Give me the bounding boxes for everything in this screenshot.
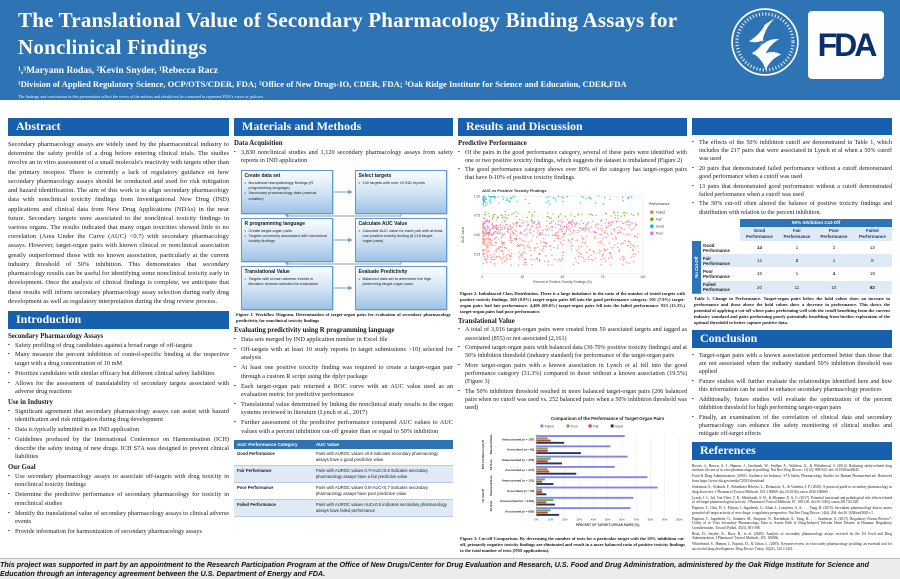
- bullet-item: ▪ Each target-organ pair returned a ROC curve with an AUC value used as an evaluation metric for predictive performance: [234, 383, 453, 400]
- workflow-box-bullet: • Create target-organ pairs: [245, 228, 329, 233]
- table1-row-header: Fair Performance: [701, 254, 740, 267]
- auc-category-cell: Good Performance: [234, 449, 313, 465]
- figure3-xlabel: PERCENT OF TARGET-ORGAN PAIRS (%): [575, 522, 640, 527]
- abstract-header: Abstract: [8, 118, 229, 136]
- workflow-box-bullet: • Calculate AUC value for each pair with at least one positive toxicity finding (8,218 target-organ pairs): [359, 228, 443, 243]
- translational-value-title: Translational Value: [458, 317, 515, 325]
- svg-text:10%: 10%: [547, 517, 554, 522]
- workflow-box-bullets: [245, 180, 329, 200]
- table1-row-header: Poor Performance: [703, 268, 730, 279]
- column-methods: [234, 118, 453, 517]
- svg-text:Unassociated (n = 476): Unassociated (n = 476): [501, 457, 535, 462]
- intro-bullets-industry: [8, 408, 229, 461]
- workflow-box: [241, 170, 333, 214]
- workflow-box-title: Create data set: [244, 173, 281, 180]
- predictive-bullets: [458, 149, 687, 183]
- data-acquisition-bullets: [234, 149, 453, 166]
- workflow-box-bullet: • Nonclinical histopathology findings (R programming language): [245, 180, 329, 190]
- svg-text:All Data: All Data: [489, 459, 494, 471]
- bullet-item: ▪ Use secondary pharmacology assays to associate off-targets with drug toxicity in nonclinical toxicity findings: [8, 473, 229, 490]
- workflow-box-bullets: [359, 276, 443, 286]
- poster-authors: ¹,³Maryann Rodas, ²Kevin Snyder, ¹Rebecca Racz: [18, 65, 218, 76]
- svg-text:Good: Good: [614, 424, 624, 429]
- workflow-box-bullet: • Targets commonly associated with nonclinical toxicity findings: [245, 233, 329, 243]
- figure2-scatter-chart: [458, 184, 687, 288]
- figure3-title: Comparison of the Performance of Target-Organ Pairs: [551, 415, 665, 421]
- poster-title-line1: The Translational Value of Secondary Pharmacology Binding Assays for: [18, 8, 678, 32]
- svg-text:Balanced Data: Balanced Data: [489, 475, 494, 496]
- bullet-item: ▪ Future studies will further evaluate the relationships identified here and how this information can be used to enhance secondary pharmacology practices: [692, 378, 892, 394]
- abstract-text: Secondary pharmacology assays are widely used by the pharmaceutical industry to determine the safety profile of a drug before entering clinical trials. The studies involve an in vitro assessment of a small molecule's reactivity with targets other than the primary receptor. There is currently a lack of regulatory guidance on how secondary pharmacology assays should be conducted and used for risk mitigation and hazard identification. The aim of this work is to align secondary pharmacology data with nonclinical toxicity findings from Investigational New Drug (IND) applications and clinical data from New Drug Applications (NDAs) in the near future. Secondary targets were associated to the nonclinical toxicity findings in various organs. The results indicated that many organ toxicities showed little to no correlation (Area Under the Curve (AUC) <0.7) with secondary pharmacology assays. However, target-organ pairs with known clinical or nonclinical association greatly outperformed those with no known association, particularly at the current industry threshold of 50% inhibition. This demonstrates that secondary pharmacology results can be useful for identifying some nonclinical toxicity early in development. Once the analysis of clinical findings is complete, we anticipate that these results will inform secondary pharmacology assay selection during early drug development as well as regulatory interpretation during the drug review process.: [8, 141, 229, 305]
- table1-row: [692, 267, 892, 280]
- workflow-box-bullets: [245, 228, 329, 243]
- poster-affiliations: ¹Division of Applied Regulatory Science, OCP/OTS/CDER, FDA; ²Office of New Drugs-IO, CDER, FDA; ³Oak Ridge Institute for Science and Education, CDER,FDA: [18, 78, 627, 89]
- table1-row-header: Good Performance: [703, 242, 730, 253]
- results-header: Results and Discussion: [458, 118, 687, 136]
- table1-row: [692, 241, 892, 254]
- svg-text:Failed: Failed: [544, 424, 554, 429]
- table1-caption: Table 1. Change in Performance. Target-organ pairs below the bold values show an increase in performance and those above the bold values show a decrease in performance. This shows the potential of applying a cut-off where pairs performing well with the cutoff benefiting from the current industry standard and pairs performing poorly potentially benefiting from further exploration of the optimal threshold to better capture positive data.: [694, 295, 890, 325]
- intro-subsection-title: Secondary Pharmacology Assays: [8, 332, 104, 340]
- auc-performance-table: [234, 440, 453, 517]
- data-acquisition-title: Data Acquisition: [234, 140, 283, 147]
- workflow-box: [355, 218, 447, 262]
- intro-subsection-title: Our Goal: [8, 464, 36, 472]
- svg-text:Associated (n = 55): Associated (n = 55): [506, 488, 535, 493]
- auc-value-cell: Pairs with AUROC values 0.7<AUC<0.8 indicates secondary pharmacology assays have a fair predictive value: [313, 465, 453, 482]
- column-abstract-introduction: [8, 118, 229, 538]
- reference-item: Bowes, J., Brown, A. J., Hamon, J., Jarolimek, W., Sridhar, A., Waldron, G., & Whitebread, S. (2012). Reducing safety-related drug attrition: the use of in vitro pharmacological profiling. Nat Rev Drug Discov, 11(12), 909-922. doi:10.1038/nrd3845: [692, 463, 892, 473]
- results-right-bullets: [692, 139, 892, 217]
- svg-text:75: 75: [600, 275, 605, 280]
- bullet-item: ▪ Of the pairs in the good performance category, several of these pairs were identified with one or two positive toxicity findings, which suggests the dataset is imbalanced (Figure 2): [458, 149, 687, 165]
- bullet-item: ▪ Compared target-organ pairs with balanced data (30-70% positive toxicity findings) and at 50% inhibition threshold (industry standard) for performance of the target-organ pairs: [458, 344, 687, 360]
- svg-text:Associated (n = 217): Associated (n = 217): [505, 467, 535, 472]
- svg-text:Associated (n = 65): Associated (n = 65): [506, 447, 535, 452]
- bullet-item: ▪ The 50% cut-off often altered the balance of positive toxicity findings and distribution with relation to the percent inhibition.: [692, 200, 892, 216]
- table1-col-header: Failed Performance: [853, 227, 892, 241]
- auc-table-row: [234, 465, 453, 482]
- bullet-item: ▪ Provide information for harmonization of secondary pharmacology assays: [8, 528, 229, 536]
- svg-text:Fair: Fair: [655, 217, 662, 222]
- reference-item: Lynch, J. J., 3rd, Van Vleet, T. R., Mittelstadt, S. W., & Blomme, E. A. G. (2017). Potential functional and pathological side effects related to off-target pharmacological activity. J Pharmacol Toxicol Methods, 87, 108-126. doi:10.1016/j.vascn.2017.02.020: [692, 495, 892, 505]
- bullet-item: ▪ Off-targets with at least 10 study reports (n target submissions >10) selected for analysis: [234, 346, 453, 363]
- footer-text: This project was supported in part by an appointment to the Research Participation Program at the Office of New Drugs/Center for Drug Evaluation and Research, U.S. Food and Drug Administration, administered by the Oak Ridge Institute for Science and Education through an interagency agreement between the U.S. Department of Energy and FDA.: [0, 560, 870, 578]
- svg-text:30%: 30%: [576, 517, 582, 522]
- column-results-continued: [692, 118, 892, 553]
- table1-value-cell: 20: [740, 281, 778, 294]
- hhs-eagle-icon: [730, 7, 800, 77]
- workflow-box-bullets: [359, 228, 443, 243]
- table1-value-cell: 11: [779, 281, 815, 294]
- workflow-box: [355, 266, 447, 310]
- svg-text:100: 100: [640, 275, 646, 280]
- svg-text:Balanced Data: Balanced Data: [489, 434, 494, 455]
- svg-text:All Data: All Data: [489, 500, 494, 512]
- intro-bullets-assays: [8, 342, 229, 397]
- table1-col-header: Poor Performance: [815, 227, 853, 241]
- svg-text:Fair: Fair: [592, 424, 599, 429]
- conclusion-bullets: [692, 352, 892, 438]
- bullet-item: ▪ Safety profiling of drug candidates against a broad range of off-targets: [8, 342, 229, 350]
- bullet-item: ▪ Many measure the percent inhibition of control-specific binding at the respective target with a drug concentration of 10 mM: [8, 351, 229, 368]
- workflow-box-title: Calculate AUC Value: [358, 221, 408, 228]
- reference-item: Food & Drug Administration. (2001). Guidance for Industry: S7A Safety Pharmacology Studies for Human Pharmaceuticals. Retrieved from https://www.fda.gov/media/72033/download: [692, 474, 892, 483]
- svg-text:25: 25: [520, 275, 525, 280]
- reference-item: Papoian, T., Jagadeesh, G., Saulnier, M., Simpson, N., Ravindran, A., Yang, B., . . . Szarfman, A. (2017). Regulatory Forum Review*: Utility of in Vitro Secondary Pharmacology Data to Assess Risk of Drug-Induced Valvular Heart Disease in Humans: Regulatory Considerations. Toxicol Pathol, 45(3), 381-388.: [692, 516, 892, 530]
- intro-subsection-title: Use in Industry: [8, 399, 53, 407]
- svg-text:60%: 60%: [619, 517, 625, 522]
- table1-value-cell: 4: [832, 271, 836, 277]
- svg-text:0%: 0%: [534, 517, 539, 522]
- reference-item: Jenkinson, S., Schmidt, F., Rosenbrier Ribeiro, L., Delaunois, A., & Valentin, J. P. (2020). A practical guide to secondary pharmacology in drug discovery. J Pharmacol Toxicol Methods, 105, 106869. doi:10.1016/j.vascn.2020.106869: [692, 484, 892, 494]
- table1-col-header: Good Performance: [740, 227, 778, 241]
- bullet-item: ▪ A total of 3,016 target-organ pairs were created from 59 associated targets and tagged as associated (855) or not associated (2,161): [458, 326, 687, 342]
- bullet-item: ▪ Determine the predictive performance of secondary pharmacology for toxicity in nonclinical studies: [8, 491, 229, 508]
- svg-text:1.00: 1.00: [473, 194, 481, 199]
- evaluating-bullets: [234, 336, 453, 436]
- table1-row-header: Failed Performance: [701, 281, 740, 294]
- bullet-item: ▪ Additionally, future studies will evaluate the optimization of the percent inhibition threshold for high performing target-organ pairs: [692, 396, 892, 412]
- bullet-item: ▪ Allows for the assessment of translatability of secondary targets associated with adverse drug reactions: [8, 380, 229, 397]
- workflow-box: [355, 170, 447, 214]
- svg-text:20%: 20%: [562, 517, 568, 522]
- svg-text:0.75: 0.75: [473, 213, 481, 218]
- references-header: References: [692, 442, 892, 460]
- auc-table-header: AUC Value: [313, 440, 453, 449]
- auc-category-cell: Poor Performance: [234, 482, 313, 499]
- auc-value-cell: Pairs with AUROC values ≥0.8 indicates secondary pharmacology assays have a good predictive value: [313, 449, 453, 465]
- svg-text:80%: 80%: [647, 517, 654, 522]
- svg-text:Poor: Poor: [655, 231, 664, 236]
- figure2: [458, 184, 687, 288]
- fda-logo-text: FDA: [817, 26, 875, 63]
- poster-footer: [0, 558, 900, 579]
- bullet-item: ▪ Data is typically submitted in an IND application: [8, 426, 229, 434]
- bullet-item: ▪ Significant agreement that secondary pharmacology assays can assist with hazard identification and risk mitigation during drug development: [8, 408, 229, 425]
- auc-table-header-row: [234, 440, 453, 449]
- figure2-title: AUC vs Positive Toxicity Findings: [482, 188, 547, 194]
- bullet-item: ▪ 13 pairs that demonstrated good performance without a cutoff demonstrated failed performance when a cutoff was used: [692, 183, 892, 199]
- translational-bullets: [458, 326, 687, 412]
- workflow-box-bullets: [359, 180, 443, 185]
- bullet-item: ▪ Identify the translational value of secondary pharmacology assays to clinical adverse events: [8, 510, 229, 527]
- table1-value-cell: 10: [815, 281, 853, 294]
- svg-text:40%: 40%: [590, 517, 597, 522]
- figure2-legend-title: Performance: [648, 202, 670, 207]
- workflow-box-bullet: • 140 targets with over 10 IND reports: [359, 180, 443, 185]
- table1-value-cell: 19: [869, 271, 875, 277]
- bullet-item: ▪ 3,830 nonclinical studies and 1,120 secondary pharmacology assays from safety reports in IND application: [234, 149, 453, 166]
- bullet-item: ▪ The 50% inhibition threshold resulted in more balanced target-organ pairs (206 balanced pairs when no cutoff was used vs. 252 balanced pairs when a 50% inhibition threshold was used): [458, 388, 687, 412]
- figure1-caption: Figure 1. Workflow Diagram. Determination of target-organ pairs for evaluation of secondary pharmacology predictivity for nonclinical toxicity findings: [236, 312, 451, 324]
- poster-banner: [0, 0, 900, 100]
- svg-text:100%: 100%: [675, 517, 683, 522]
- svg-text:Unassociated (n = 187): Unassociated (n = 187): [501, 437, 535, 442]
- workflow-box-title: Evaluate Predictivity: [358, 269, 408, 276]
- workflow-diagram: [241, 170, 447, 310]
- introduction-header: Introduction: [8, 311, 229, 329]
- svg-text:0.25: 0.25: [473, 252, 481, 257]
- svg-text:Good: Good: [655, 224, 665, 229]
- svg-text:Associated (n = 855): Associated (n = 855): [505, 509, 535, 514]
- svg-text:Unassociated (n = 2161): Unassociated (n = 2161): [500, 498, 535, 503]
- auc-table-row: [234, 482, 453, 499]
- bullet-item: ▪ The good performance category shows over 80% of the category has target-organ pairs that have 0-10% of positive toxicity findings.: [458, 166, 687, 182]
- workflow-box: [241, 266, 333, 310]
- table1-value-cell: 2: [832, 245, 836, 251]
- intro-bullets-goal: [8, 473, 229, 536]
- table1-span-header: 50% Inhibition Cut-Off: [740, 219, 892, 227]
- predictive-performance-title: Predictive Performance: [458, 140, 527, 147]
- table1-value-cell: 2: [779, 254, 815, 267]
- bullet-item: ▪ Data sets merged by IND application number in Excel file: [234, 336, 453, 344]
- workflow-box-bullet: • Targets with known adverse events in literature reviews selected for evaluation: [245, 276, 329, 286]
- bullet-item: ▪ More target-organ pairs with a known association in Lynch et al fell into the good performance category (31.3%) compared to those without a known association (19.5%) (Figure 3): [458, 362, 687, 386]
- table1-row: [692, 281, 892, 294]
- table1-row: [692, 254, 892, 267]
- figure2-caption: Figure 2. Imbalanced Class Distribution. There is a large imbalance in the ratio of the number of tested targets with positive toxicity findings. 569 (8.9%) target-organ pairs fell into the good performance category. 501 (7.9%) target-organ pairs had fair performance. 4,406 (69.6%) target-organ pairs fell into the failed performance. 823 (13.3%) target-organ pairs had poor performance.: [460, 290, 685, 314]
- column-results: [458, 118, 687, 557]
- auc-table-row: [234, 499, 453, 516]
- table1-value-cell: 1: [795, 245, 799, 251]
- auc-value-cell: Pairs with AUROC values 0.5<AUC<0.7 indicates secondary pharmacology assays have poor predictive value: [313, 482, 453, 499]
- reference-item: Papoian, T., Chiu, H. J., Elayan, I., Jagadeesh, G., Khan, I., Laniyonu, A. A., . . . Yang, B. (2015). Secondary pharmacology data to assess potential off-target activity of new drugs: a regulatory perspective. Nat Rev Drug Discov, 14(4), 294. doi:10.1038/nrd3845-c1: [692, 506, 892, 515]
- workflow-box-bullet: • Secondary pharmacology data (manual curation): [245, 190, 329, 200]
- methods-header: Materials and Methods: [234, 118, 453, 136]
- auc-category-cell: Fair Performance: [234, 465, 313, 482]
- figure3-bar-chart: [458, 414, 687, 535]
- svg-text:50%: 50%: [604, 517, 611, 522]
- figure3-caption: Figure 3. Cut-off Comparison. By decreasing the number of tests for a particular target with the 50% inhibition cut-off, primarily negative toxicity findings are eliminated and result in a more balanced ratio of positive toxicity findings to the total number of tests (IND applications).: [460, 536, 685, 554]
- auc-table-header: AUC Performance Category: [234, 440, 313, 449]
- reference-item: Brott, D., Snyder, K., Racz, R., et al. (2020). Analysis of secondary pharmacology assays received by the US Food and Drug Administration. J Pharmacol Toxicol Methods, 105, 106836.: [692, 531, 892, 541]
- auc-table-row: [234, 449, 453, 465]
- table1-value-cell: 13: [869, 245, 875, 251]
- table1-value-cell: 1: [795, 271, 799, 277]
- workflow-box-bullet: • Balanced data set to determine the high performing target-organ pairs: [359, 276, 443, 286]
- table1-value-cell: 8: [853, 254, 892, 267]
- table1-value-cell: 12: [740, 254, 778, 267]
- table1-value-cell: 92: [853, 281, 892, 294]
- change-in-performance-table: [692, 219, 892, 294]
- auc-value-cell: Pairs with AUROC values AUC≤0.5 indicates secondary pharmacology assays have failed performance: [313, 499, 453, 516]
- references-list: [692, 464, 892, 552]
- workflow-box-bullets: [245, 276, 329, 286]
- workflow-box-title: Translational Value: [244, 269, 290, 276]
- svg-text:Failed: Failed: [655, 210, 666, 215]
- results-header-continuation-bar: [692, 118, 892, 135]
- svg-text:50% Inhibition Cutoff: 50% Inhibition Cutoff: [481, 439, 486, 469]
- auc-category-cell: Failed Performance: [234, 499, 313, 516]
- figure3: [458, 414, 687, 535]
- svg-text:Unassociated (n = 151): Unassociated (n = 151): [501, 478, 535, 483]
- table1-col-header: Fair Performance: [779, 227, 815, 241]
- svg-text:50: 50: [560, 275, 565, 280]
- bullet-item: ▪ Further assessment of the predictive performance compared AUC values to AUC values with a percent inhibition cut-off greater than or equal to 50% inhibition: [234, 419, 453, 436]
- table1-value-cell: 16: [757, 271, 762, 277]
- figure2-xlabel: Percent of Positive Toxicity Findings (%): [533, 280, 592, 285]
- bullet-item: ▪ 20 pairs that demonstrated failed performance without a cutoff demonstrated good performance when a cutoff was used: [692, 165, 892, 181]
- bullet-item: ▪ Translational value determined by linking the nonclinical study results to the organ systems reviewed in literature (Lynch et al., 2017): [234, 401, 453, 418]
- evaluating-title: Evaluating predictivity using R programming language: [234, 327, 395, 335]
- poster-disclaimer: The findings and conclusions in this presentation reflect the views of the authors and should not be construed to represent FDA's views or policies.: [18, 93, 264, 99]
- figure2-ylabel: AUC Value: [461, 226, 466, 243]
- hhs-logo: [730, 7, 800, 77]
- svg-text:0.50: 0.50: [473, 233, 481, 238]
- bullet-item: ▪ Guidelines produced by the International Conference on Harmonisation (ICH) describe the safety testing of new drugs. ICH S7A was designed to prevent clinical liabilities: [8, 436, 229, 461]
- svg-text:0: 0: [481, 275, 484, 280]
- workflow-box-title: R programming language: [244, 221, 306, 228]
- conclusion-header: Conclusion: [692, 330, 892, 348]
- table1-side-label: No Cut-Off: [692, 241, 701, 294]
- bullet-item: ▪ Target-organ pairs with a known association performed better than those that are not associated when the industry standard 50% inhibition threshold was applied: [692, 352, 892, 376]
- workflow-box-title: Select targets: [358, 173, 392, 180]
- poster-title-line2: Nonclinical Findings: [18, 35, 207, 60]
- workflow-box: [241, 218, 333, 262]
- bullet-item: ▪ Finally, an examination of the correlation of clinical data and secondary pharmacology can enhance the safety monitoring of clinical studies and mitigate off-target effects: [692, 414, 892, 438]
- table1-value-cell: 1: [815, 254, 853, 267]
- bullet-item: ▪ Prioritize candidates with similar efficacy but different clinical safety liabilities: [8, 370, 229, 378]
- table1-value-cell: 14: [757, 245, 762, 251]
- svg-text:No Cutoff: No Cutoff: [481, 488, 486, 503]
- bullet-item: ▪ At least one positive toxicity finding was required to create a target-organ pair through a custom R script using the dplyr package: [234, 364, 453, 381]
- svg-text:70%: 70%: [633, 517, 639, 522]
- fda-logo: [808, 11, 884, 79]
- svg-text:Poor: Poor: [570, 424, 578, 429]
- reference-item: Whitebread, S., Hamon, J., Bojanic, D., & Urban, L. (2005). Keynote review: in vitro safety pharmacology profiling: an essential tool for successful drug development. Drug Discov Today, 10(21), 1421-1433.: [692, 542, 892, 552]
- bullet-item: ▪ The effects of the 50% inhibition cutoff are demonstrated in Table 1, which includes the 217 pairs that were associated in Lynch et al when a 50% cutoff was used: [692, 139, 892, 163]
- svg-text:90%: 90%: [661, 517, 668, 522]
